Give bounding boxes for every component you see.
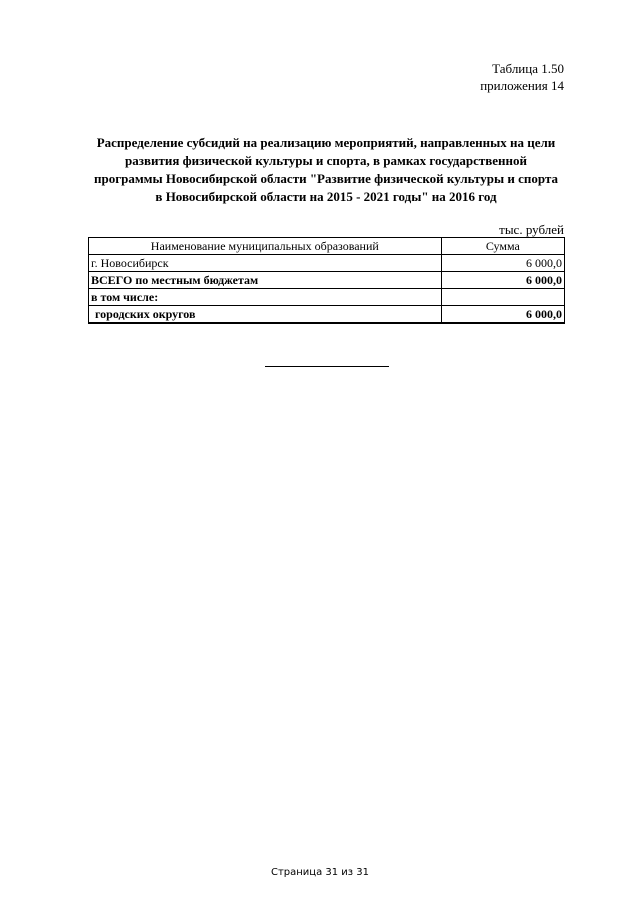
municipality-cell: в том числе: (89, 289, 442, 306)
table-reference (480, 60, 564, 94)
title-line: Распределение субсидий на реализацию мероприятий, направленных на цели (96, 135, 556, 150)
municipality-cell: городских округов (89, 306, 442, 324)
title-line: развития физической культуры и спорта, в рамках государственной (125, 153, 527, 168)
table-row-subheader (89, 289, 565, 306)
municipality-cell: ВСЕГО по местным бюджетам (89, 272, 442, 289)
table-header-row (89, 238, 565, 255)
subsidy-table (88, 237, 565, 324)
separator-line (265, 366, 389, 367)
table-row-total (89, 272, 565, 289)
title-line: в Новосибирской области на 2015 - 2021 годы" на 2016 год (155, 189, 497, 204)
amount-cell (441, 289, 564, 306)
appendix-label: приложения 14 (480, 78, 564, 93)
table-number: Таблица 1.50 (492, 61, 564, 76)
page-number: Страница 31 из 31 (270, 867, 370, 878)
column-header-amount: Сумма (441, 238, 564, 255)
amount-cell: 6 000,0 (441, 255, 564, 272)
table-row (89, 306, 565, 324)
table-row (89, 255, 565, 272)
units-label: тыс. рублей (499, 222, 564, 237)
column-header-municipality: Наименование муниципальных образований (89, 238, 442, 255)
amount-cell: 6 000,0 (441, 272, 564, 289)
municipality-cell: г. Новосибирск (89, 255, 442, 272)
document-title (88, 134, 564, 206)
amount-cell: 6 000,0 (441, 306, 564, 324)
title-line: программы Новосибирской области "Развитие физической культуры и спорта (93, 171, 559, 186)
